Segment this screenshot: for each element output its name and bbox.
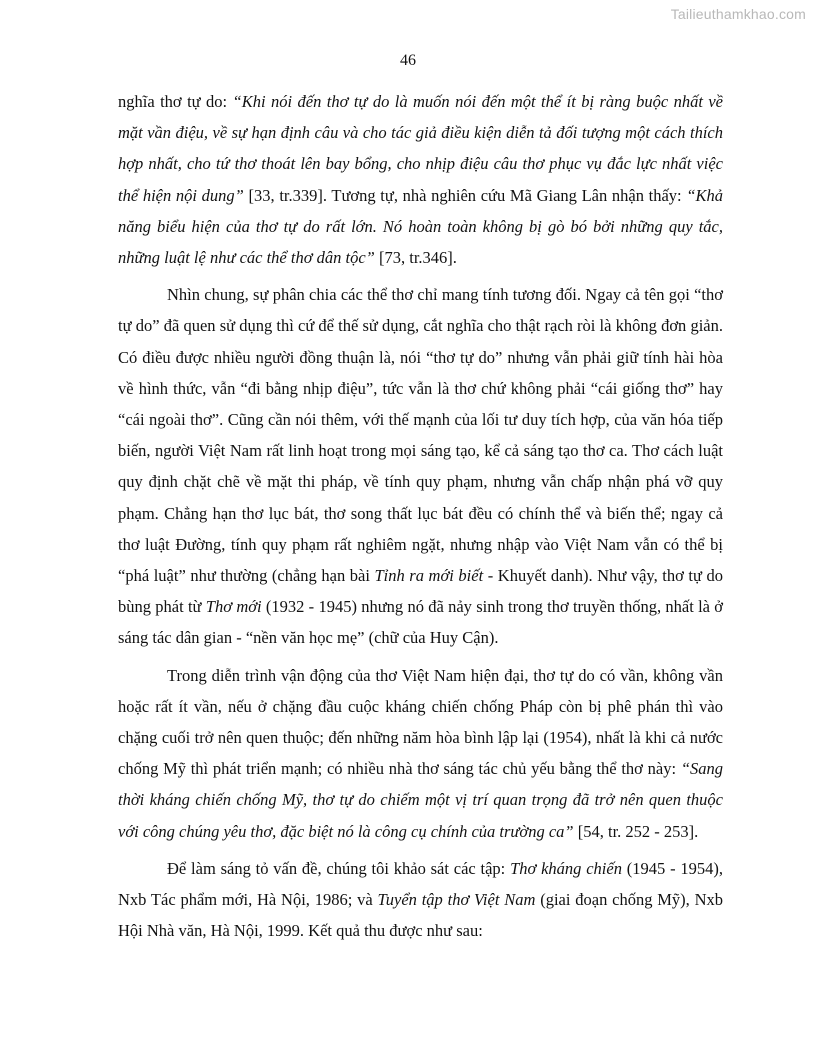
paragraph-4 bbox=[118, 853, 723, 947]
italic-title: Tuyển tập thơ Việt Nam bbox=[377, 890, 536, 910]
italic-title: Thơ kháng chiến bbox=[510, 858, 622, 878]
text-segment: [54, tr. 252 - 253]. bbox=[573, 821, 699, 841]
italic-quote: “Khi nói đến thơ tự do là muốn nói đến một thể ít bị ràng buộc nhất về mặt vần điệu, về sự hạn định câu và cho tác giả điều kiện diễn tả đối tượng một cách thích hợp nhất, cho tứ thơ thoát lên bay bổng, cho nhịp điệu câu thơ phục vụ đắc lực nhất việc thể hiện nội dung” bbox=[118, 92, 723, 205]
paragraph-2 bbox=[118, 279, 723, 653]
page-number: 46 bbox=[400, 52, 416, 69]
text-segment: Để làm sáng tỏ vấn đề, chúng tôi khảo sát các tập: bbox=[167, 858, 511, 878]
italic-title: Thơ mới bbox=[205, 597, 262, 617]
paragraph-1 bbox=[118, 86, 723, 273]
text-segment: Nhìn chung, sự phân chia các thể thơ chỉ mang tính tương đối. Ngay cả tên gọi “thơ tự do” đã quen sử dụng thì cứ để thế sử dụng, cắt nghĩa cho thật rạch ròi là không đơn giản. Có điều được nhiều người đồng thuận là, nói “thơ tự do” nhưng vẫn phải giữ tính hài hòa về hình thức, vẫn “đi bằng nhịp điệu”, tức vẫn là thơ chứ không phải “cái giống thơ” hay “cái ngoài thơ”. Cũng cần nói thêm, với thế mạnh của lối tư duy tích hợp, của văn hóa tiếp biến, người Việt Nam rất linh hoạt trong mọi sáng tạo, kể cả sáng tạo thơ ca. Thơ cách luật quy định chặt chẽ về mặt thi pháp, về tính quy phạm, nhưng vẫn chấp nhận phá vỡ quy phạm. Chẳng hạn thơ lục bát, thơ song thất lục bát đều có chính thể và biến thể; ngay cả thơ luật Đường, tính quy phạm rất nghiêm ngặt, nhưng nhập vào Việt Nam vẫn có thể bị “phá luật” như thường (chẳng hạn bài bbox=[118, 285, 723, 586]
watermark: Tailieuthamkhao.com bbox=[670, 6, 806, 22]
text-segment: nghĩa thơ tự do: bbox=[118, 92, 233, 111]
document-body bbox=[118, 86, 723, 952]
text-segment: (1945 - 1954), Nxb Tác phẩm mới, Hà Nội, 1986; và bbox=[118, 858, 724, 910]
paragraph-3 bbox=[118, 660, 723, 847]
text-segment: [33, tr.339]. Tương tự, nhà nghiên cứu Mã Giang Lân nhận thấy: bbox=[243, 185, 687, 205]
text-segment: [73, tr.346]. bbox=[374, 248, 457, 268]
text-segment: (1932 - 1945) nhưng nó đã nảy sinh trong thơ truyền thống, nhất là ở sáng tác dân gian - “nền văn học mẹ” (chữ của Huy Cận). bbox=[118, 597, 724, 648]
italic-quote: “Sang thời kháng chiến chống Mỹ, thơ tự do chiếm một vị trí quan trọng đã trở nên quen thuộc với công chúng yêu thơ, đặc biệt nó là công cụ chính của trường ca” bbox=[118, 759, 723, 841]
text-segment: Trong diễn trình vận động của thơ Việt Nam hiện đại, thơ tự do có vần, không vần hoặc rất ít vần, nếu ở chặng đầu cuộc kháng chiến chống Pháp còn bị phê phán thì vào chặng cuối trở nên quen thuộc; đến những năm hòa bình lập lại (1954), nhất là khi cả nước chống Mỹ thì phát triển mạnh; có nhiều nhà thơ sáng tác chủ yếu bằng thể thơ này: bbox=[118, 665, 723, 779]
italic-quote: “Khả năng biểu hiện của thơ tự do rất lớn. Nó hoàn toàn không bị gò bó bởi những quy tắc, những luật lệ như các thể thơ dân tộc” bbox=[118, 185, 723, 268]
italic-title: Tỉnh ra mới biết bbox=[374, 566, 484, 586]
text-segment: - Khuyết danh). Như vậy, thơ tự do bùng phát từ bbox=[118, 566, 723, 617]
text-segment: (giai đoạn chống Mỹ), Nxb Hội Nhà văn, Hà Nội, 1999. Kết quả thu được như sau: bbox=[118, 890, 724, 941]
